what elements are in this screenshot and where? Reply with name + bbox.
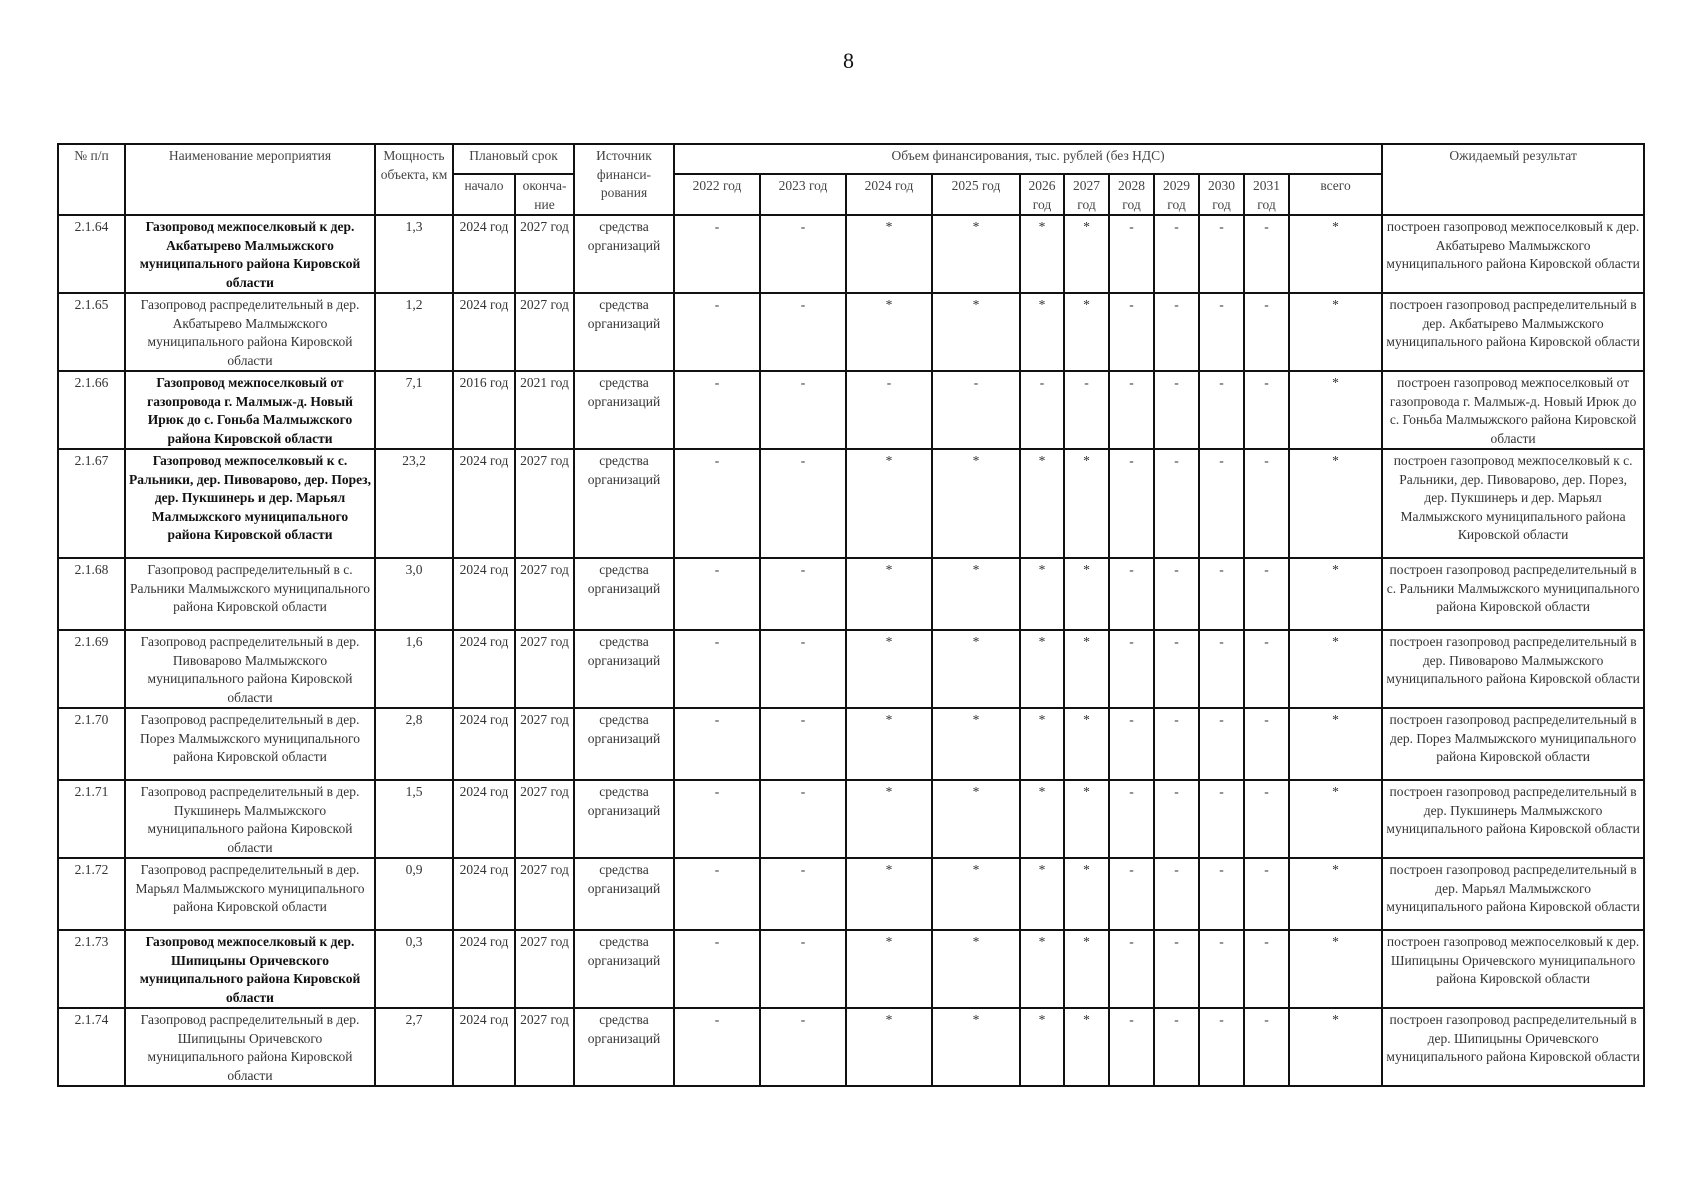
event-name: Газопровод межпоселковый к с. Ральники, дер. Пивоварово, дер. Порез, дер. Пукшинерь и дер. Марьял Малмыжского муниципального района Кировской области: [125, 449, 375, 558]
funding-value: -: [1109, 558, 1154, 630]
funding-value: *: [846, 780, 932, 858]
header-total: всего: [1289, 174, 1382, 215]
end-year: 2027 год: [515, 1008, 574, 1086]
funding-value: -: [674, 371, 760, 449]
funding-value: *: [1020, 780, 1064, 858]
header-period-start: начало: [453, 174, 515, 215]
funding-value: -: [1199, 708, 1244, 780]
row-number: 2.1.69: [58, 630, 125, 708]
funding-value: -: [1199, 215, 1244, 293]
start-year: 2024 год: [453, 215, 515, 293]
capacity-km: 2,7: [375, 1008, 453, 1086]
row-number: 2.1.67: [58, 449, 125, 558]
funding-value: -: [674, 449, 760, 558]
header-year-2024: 2024 год: [846, 174, 932, 215]
funding-value: -: [1199, 293, 1244, 371]
funding-value: *: [1064, 708, 1109, 780]
funding-total: *: [1289, 780, 1382, 858]
funding-value: *: [846, 449, 932, 558]
funding-source: средства организаций: [574, 630, 674, 708]
table-row: [58, 858, 1644, 930]
funding-source: средства организаций: [574, 780, 674, 858]
funding-value: -: [1154, 630, 1199, 708]
start-year: 2016 год: [453, 371, 515, 449]
funding-total: *: [1289, 630, 1382, 708]
start-year: 2024 год: [453, 930, 515, 1008]
funding-total: *: [1289, 371, 1382, 449]
funding-value: -: [1020, 371, 1064, 449]
funding-value: -: [674, 708, 760, 780]
start-year: 2024 год: [453, 858, 515, 930]
funding-value: -: [1244, 630, 1289, 708]
funding-value: *: [1064, 858, 1109, 930]
end-year: 2027 год: [515, 215, 574, 293]
header-year-2022: 2022 год: [674, 174, 760, 215]
funding-value: *: [1064, 780, 1109, 858]
table-row: [58, 215, 1644, 293]
header-period: Плановый срок: [453, 144, 574, 174]
funding-value: -: [1154, 371, 1199, 449]
expected-result: построен газопровод распределительный в дер. Акбатырево Малмыжского муниципального района Кировской области: [1382, 293, 1644, 371]
funding-value: *: [1064, 930, 1109, 1008]
funding-value: -: [674, 1008, 760, 1086]
capacity-km: 7,1: [375, 371, 453, 449]
funding-value: -: [1199, 449, 1244, 558]
funding-total: *: [1289, 558, 1382, 630]
funding-value: *: [846, 930, 932, 1008]
end-year: 2027 год: [515, 449, 574, 558]
funding-value: -: [1154, 708, 1199, 780]
funding-value: *: [846, 858, 932, 930]
funding-value: *: [1064, 449, 1109, 558]
funding-value: -: [1244, 930, 1289, 1008]
funding-total: *: [1289, 1008, 1382, 1086]
header-source: Источник финанси-рования: [574, 144, 674, 215]
capacity-km: 1,3: [375, 215, 453, 293]
expected-result: построен газопровод распределительный в дер. Пивоварово Малмыжского муниципального района Кировской области: [1382, 630, 1644, 708]
funding-value: -: [1244, 558, 1289, 630]
funding-value: -: [760, 215, 846, 293]
funding-value: -: [1244, 858, 1289, 930]
event-name: Газопровод распределительный в дер. Порез Малмыжского муниципального района Кировской области: [125, 708, 375, 780]
funding-value: -: [1199, 558, 1244, 630]
event-name: Газопровод распределительный в с. Ральники Малмыжского муниципального района Кировской области: [125, 558, 375, 630]
funding-value: *: [1020, 1008, 1064, 1086]
header-year-2025: 2025 год: [932, 174, 1020, 215]
table-row: [58, 780, 1644, 858]
funding-value: -: [760, 293, 846, 371]
funding-value: *: [932, 780, 1020, 858]
funding-value: -: [760, 558, 846, 630]
expected-result: построен газопровод межпоселковый к дер. Акбатырево Малмыжского муниципального района Кировской области: [1382, 215, 1644, 293]
funding-value: *: [846, 1008, 932, 1086]
end-year: 2027 год: [515, 858, 574, 930]
funding-value: *: [1064, 558, 1109, 630]
funding-value: *: [932, 293, 1020, 371]
funding-source: средства организаций: [574, 858, 674, 930]
end-year: 2027 год: [515, 630, 574, 708]
expected-result: построен газопровод распределительный в с. Ральники Малмыжского муниципального района Кировской области: [1382, 558, 1644, 630]
funding-value: -: [1109, 930, 1154, 1008]
row-number: 2.1.72: [58, 858, 125, 930]
funding-value: -: [674, 215, 760, 293]
end-year: 2027 год: [515, 930, 574, 1008]
event-name: Газопровод распределительный в дер. Шипицыны Оричевского муниципального района Кировской области: [125, 1008, 375, 1086]
funding-value: -: [760, 858, 846, 930]
header-funding: Объем финансирования, тыс. рублей (без НДС): [674, 144, 1382, 174]
capacity-km: 2,8: [375, 708, 453, 780]
funding-value: *: [1020, 930, 1064, 1008]
table-row: [58, 630, 1644, 708]
funding-total: *: [1289, 449, 1382, 558]
funding-value: -: [1244, 449, 1289, 558]
funding-value: -: [1109, 449, 1154, 558]
funding-value: -: [1109, 858, 1154, 930]
capacity-km: 1,5: [375, 780, 453, 858]
table-row: [58, 558, 1644, 630]
funding-value: -: [1109, 780, 1154, 858]
funding-value: -: [674, 558, 760, 630]
funding-value: *: [932, 1008, 1020, 1086]
funding-value: -: [760, 1008, 846, 1086]
funding-value: -: [932, 371, 1020, 449]
funding-value: -: [760, 930, 846, 1008]
table-row: [58, 449, 1644, 558]
funding-value: -: [760, 780, 846, 858]
funding-value: *: [846, 558, 932, 630]
funding-value: *: [1064, 215, 1109, 293]
funding-value: *: [932, 630, 1020, 708]
expected-result: построен газопровод межпоселковый от газопровода г. Малмыж-д. Новый Ирюк до с. Гоньба Малмыжского района Кировской области: [1382, 371, 1644, 449]
row-number: 2.1.71: [58, 780, 125, 858]
funding-value: *: [1064, 1008, 1109, 1086]
start-year: 2024 год: [453, 630, 515, 708]
funding-source: средства организаций: [574, 558, 674, 630]
funding-plan-table: [57, 143, 1645, 1087]
end-year: 2027 год: [515, 780, 574, 858]
expected-result: построен газопровод межпоселковый к с. Ральники, дер. Пивоварово, дер. Порез, дер. Пукшинерь и дер. Марьял Малмыжского муниципального района Кировской области: [1382, 449, 1644, 558]
event-name: Газопровод межпоселковый к дер. Акбатырево Малмыжского муниципального района Кировской области: [125, 215, 375, 293]
table-row: [58, 293, 1644, 371]
funding-value: -: [674, 630, 760, 708]
funding-value: -: [1199, 780, 1244, 858]
start-year: 2024 год: [453, 708, 515, 780]
end-year: 2027 год: [515, 558, 574, 630]
start-year: 2024 год: [453, 558, 515, 630]
funding-total: *: [1289, 930, 1382, 1008]
header-year-2031: 2031 год: [1244, 174, 1289, 215]
header-period-end: оконча-ние: [515, 174, 574, 215]
funding-value: -: [760, 630, 846, 708]
table-header: [58, 144, 1644, 215]
funding-value: *: [846, 215, 932, 293]
funding-value: -: [1154, 558, 1199, 630]
funding-value: *: [932, 449, 1020, 558]
header-year-2028: 2028 год: [1109, 174, 1154, 215]
funding-value: -: [1154, 858, 1199, 930]
funding-total: *: [1289, 293, 1382, 371]
funding-value: -: [1199, 930, 1244, 1008]
capacity-km: 1,2: [375, 293, 453, 371]
funding-value: *: [1020, 630, 1064, 708]
table-row: [58, 1008, 1644, 1086]
funding-value: -: [1244, 371, 1289, 449]
funding-value: -: [1109, 371, 1154, 449]
funding-value: -: [674, 780, 760, 858]
funding-value: -: [1109, 1008, 1154, 1086]
funding-value: -: [1109, 708, 1154, 780]
funding-value: -: [1154, 293, 1199, 371]
expected-result: построен газопровод распределительный в дер. Порез Малмыжского муниципального района Кировской области: [1382, 708, 1644, 780]
funding-value: -: [1109, 215, 1154, 293]
funding-value: *: [1020, 708, 1064, 780]
funding-value: -: [1154, 215, 1199, 293]
table-row: [58, 708, 1644, 780]
start-year: 2024 год: [453, 1008, 515, 1086]
expected-result: построен газопровод распределительный в дер. Пукшинерь Малмыжского муниципального района Кировской области: [1382, 780, 1644, 858]
funding-value: *: [1064, 293, 1109, 371]
funding-value: -: [1244, 1008, 1289, 1086]
funding-value: *: [1064, 630, 1109, 708]
header-year-2029: 2029 год: [1154, 174, 1199, 215]
event-name: Газопровод межпоселковый к дер. Шипицыны Оричевского муниципального района Кировской области: [125, 930, 375, 1008]
funding-value: *: [1020, 558, 1064, 630]
row-number: 2.1.70: [58, 708, 125, 780]
row-number: 2.1.64: [58, 215, 125, 293]
funding-value: *: [1020, 449, 1064, 558]
funding-value: -: [760, 708, 846, 780]
funding-value: -: [1199, 858, 1244, 930]
funding-value: *: [932, 930, 1020, 1008]
event-name: Газопровод межпоселковый от газопровода г. Малмыж-д. Новый Ирюк до с. Гоньба Малмыжского района Кировской области: [125, 371, 375, 449]
funding-value: *: [1020, 858, 1064, 930]
funding-total: *: [1289, 215, 1382, 293]
end-year: 2021 год: [515, 371, 574, 449]
funding-value: -: [1244, 215, 1289, 293]
expected-result: построен газопровод межпоселковый к дер. Шипицыны Оричевского муниципального района Кировской области: [1382, 930, 1644, 1008]
funding-value: -: [1154, 780, 1199, 858]
funding-source: средства организаций: [574, 215, 674, 293]
funding-value: -: [1244, 708, 1289, 780]
expected-result: построен газопровод распределительный в дер. Марьял Малмыжского муниципального района Кировской области: [1382, 858, 1644, 930]
header-name: Наименование мероприятия: [125, 144, 375, 215]
page-number: 8: [843, 48, 854, 73]
header-year-2030: 2030 год: [1199, 174, 1244, 215]
header-year-2026: 2026 год: [1020, 174, 1064, 215]
row-number: 2.1.66: [58, 371, 125, 449]
funding-value: *: [932, 558, 1020, 630]
funding-value: *: [932, 708, 1020, 780]
funding-value: -: [1244, 780, 1289, 858]
funding-total: *: [1289, 858, 1382, 930]
expected-result: построен газопровод распределительный в дер. Шипицыны Оричевского муниципального района Кировской области: [1382, 1008, 1644, 1086]
end-year: 2027 год: [515, 293, 574, 371]
header-year-2023: 2023 год: [760, 174, 846, 215]
capacity-km: 1,6: [375, 630, 453, 708]
event-name: Газопровод распределительный в дер. Акбатырево Малмыжского муниципального района Кировской области: [125, 293, 375, 371]
funding-value: *: [932, 215, 1020, 293]
capacity-km: 0,9: [375, 858, 453, 930]
funding-value: -: [1154, 449, 1199, 558]
funding-value: -: [1199, 371, 1244, 449]
capacity-km: 0,3: [375, 930, 453, 1008]
row-number: 2.1.65: [58, 293, 125, 371]
event-name: Газопровод распределительный в дер. Пукшинерь Малмыжского муниципального района Кировской области: [125, 780, 375, 858]
start-year: 2024 год: [453, 780, 515, 858]
event-name: Газопровод распределительный в дер. Пивоварово Малмыжского муниципального района Кировской области: [125, 630, 375, 708]
funding-value: -: [1109, 630, 1154, 708]
funding-value: -: [846, 371, 932, 449]
table-body: [58, 215, 1644, 1086]
header-num: № п/п: [58, 144, 125, 215]
funding-value: -: [760, 449, 846, 558]
table-row: [58, 930, 1644, 1008]
funding-value: -: [674, 930, 760, 1008]
funding-source: средства организаций: [574, 449, 674, 558]
funding-value: *: [846, 708, 932, 780]
funding-value: -: [1244, 293, 1289, 371]
start-year: 2024 год: [453, 449, 515, 558]
funding-value: -: [1154, 930, 1199, 1008]
header-capacity: Мощность объекта, км: [375, 144, 453, 215]
funding-value: -: [1199, 630, 1244, 708]
row-number: 2.1.73: [58, 930, 125, 1008]
funding-source: средства организаций: [574, 708, 674, 780]
funding-value: -: [1199, 1008, 1244, 1086]
funding-value: -: [674, 858, 760, 930]
funding-source: средства организаций: [574, 293, 674, 371]
funding-total: *: [1289, 708, 1382, 780]
start-year: 2024 год: [453, 293, 515, 371]
funding-value: -: [760, 371, 846, 449]
funding-value: -: [1154, 1008, 1199, 1086]
funding-value: *: [846, 293, 932, 371]
funding-value: -: [674, 293, 760, 371]
capacity-km: 23,2: [375, 449, 453, 558]
row-number: 2.1.74: [58, 1008, 125, 1086]
capacity-km: 3,0: [375, 558, 453, 630]
funding-source: средства организаций: [574, 371, 674, 449]
funding-source: средства организаций: [574, 1008, 674, 1086]
row-number: 2.1.68: [58, 558, 125, 630]
table-row: [58, 371, 1644, 449]
funding-value: *: [846, 630, 932, 708]
header-result: Ожидаемый результат: [1382, 144, 1644, 215]
funding-source: средства организаций: [574, 930, 674, 1008]
header-year-2027: 2027 год: [1064, 174, 1109, 215]
funding-value: *: [932, 858, 1020, 930]
end-year: 2027 год: [515, 708, 574, 780]
funding-value: *: [1020, 293, 1064, 371]
funding-value: -: [1109, 293, 1154, 371]
event-name: Газопровод распределительный в дер. Марьял Малмыжского муниципального района Кировской области: [125, 858, 375, 930]
funding-value: *: [1020, 215, 1064, 293]
funding-value: -: [1064, 371, 1109, 449]
